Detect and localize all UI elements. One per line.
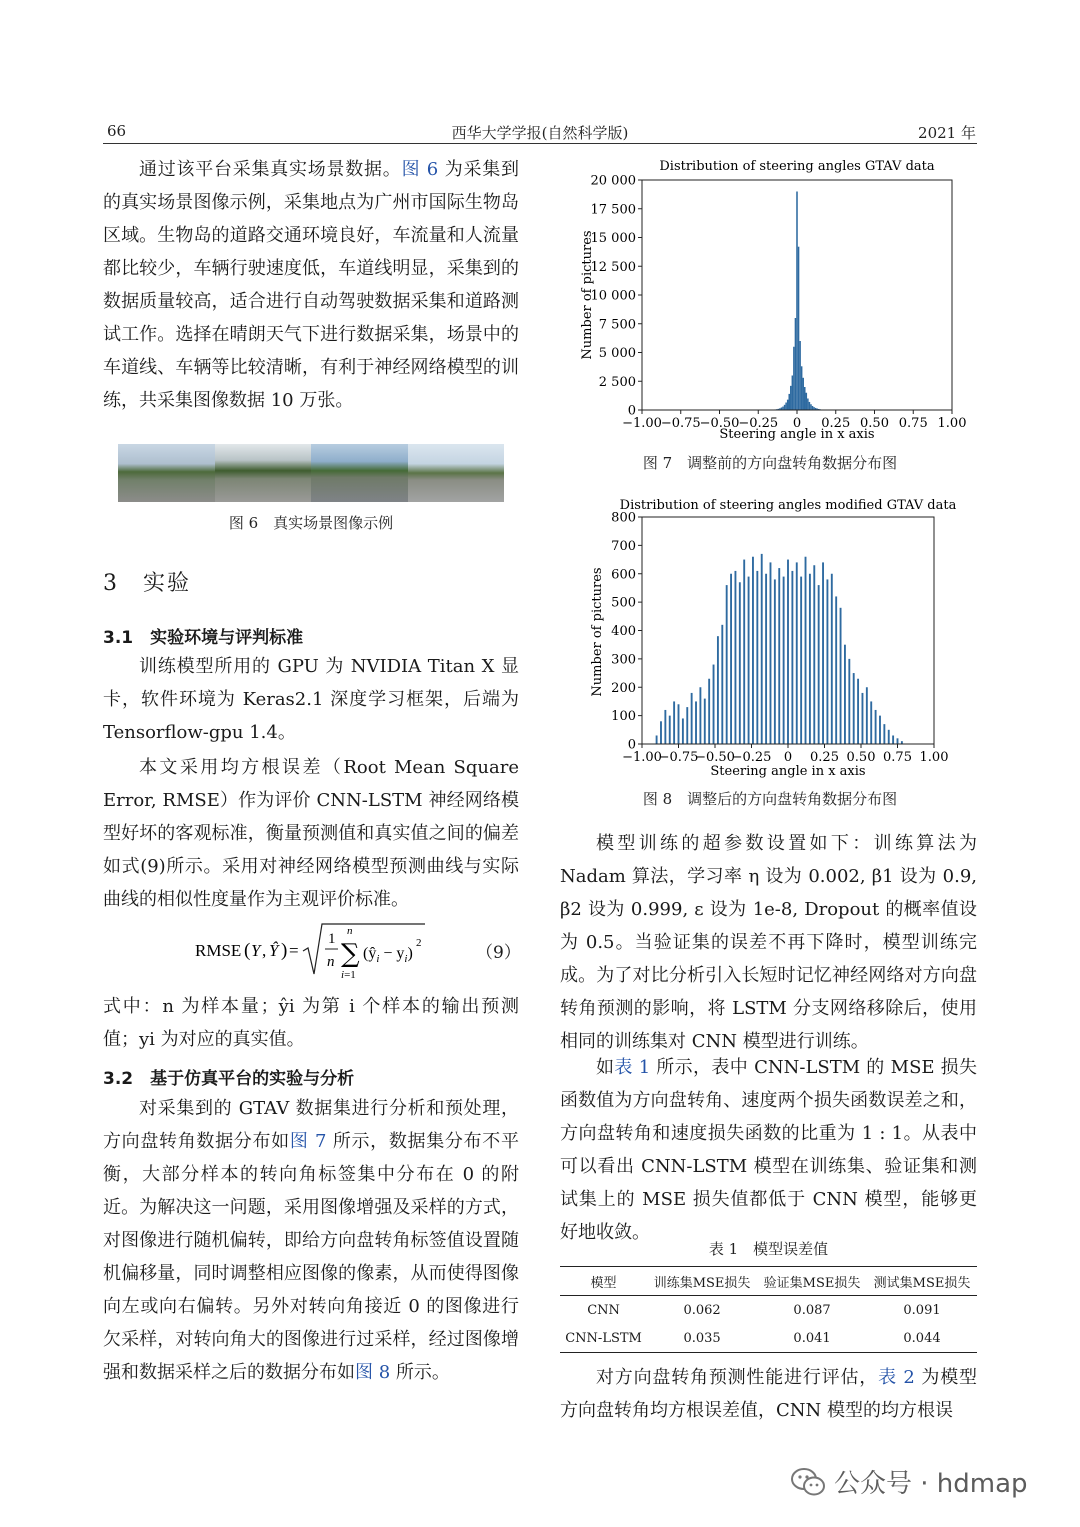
- paragraph-gtav-analysis: 对采集到的 GTAV 数据集进行分析和预处理，方向盘转角数据分布如图 7 所示，数据集分布不平衡，大部分样本的转向角标签集中分布在 0 的附近。为解决这一问题，采用图像增强及采样的方式，对图像进行随机偏转，即给方向盘转角标签值设置随机偏移量，同时调整相应图像的像素，从而使得图像向左或向右偏转。另外对转向角接近 0 的图像进行欠采样，对转向角大的图像进行过采样，经过图像增强和数据采样之后的数据分布如图 8 所示。: [103, 1098, 519, 1383]
- x-tick-label: −1.00: [622, 750, 662, 765]
- table-header-row: [560, 1267, 977, 1296]
- table1-link[interactable]: 表 1: [614, 1057, 651, 1078]
- histogram-bar: [835, 596, 837, 744]
- histogram-bar: [784, 405, 786, 410]
- histogram-bar: [664, 710, 666, 744]
- header-year: 2021 年: [918, 124, 976, 142]
- table-cell: 0.041: [793, 1330, 831, 1346]
- y-tick-label: 100: [611, 709, 636, 725]
- table-header: 验证集MSE损失: [763, 1275, 861, 1291]
- page-number: 66: [107, 122, 127, 140]
- histogram-bar: [870, 701, 872, 744]
- histogram-bar: [809, 402, 811, 410]
- y-tick-label: 5 000: [598, 346, 636, 361]
- x-tick-label: −0.25: [738, 416, 779, 431]
- chart-title: Distribution of steering angles modified GTAV data: [619, 498, 957, 513]
- histogram-bar: [669, 716, 671, 744]
- table1-title: 表 1 模型误差值: [708, 1240, 829, 1258]
- table-cell: 0.062: [683, 1302, 721, 1318]
- fig7-link[interactable]: 图 7: [289, 1131, 327, 1152]
- table-cell: 0.087: [793, 1302, 831, 1318]
- histogram-bar: [798, 247, 800, 410]
- histogram-bar: [804, 387, 806, 410]
- y-tick-label: 15 000: [590, 231, 636, 246]
- histogram-bar: [682, 718, 684, 744]
- svg-text:n: n: [347, 925, 353, 937]
- histogram-bar: [807, 399, 809, 411]
- svg-text:Ŷ: Ŷ: [269, 941, 279, 960]
- histogram-bar: [686, 707, 688, 744]
- svg-text:1: 1: [328, 931, 336, 947]
- watermark-text: 公众号 · hdmap: [834, 1469, 1028, 1499]
- histogram-bar: [774, 579, 776, 744]
- chart-ticks: [591, 174, 967, 432]
- y-tick-label: 500: [611, 595, 636, 611]
- x-tick-label: −1.00: [622, 416, 662, 431]
- table-cell: 0.035: [683, 1330, 721, 1346]
- histogram-bar: [888, 730, 890, 744]
- histogram-bar: [660, 721, 662, 744]
- x-tick-label: 0: [792, 416, 802, 431]
- histogram-bar: [787, 400, 789, 410]
- histogram-bar: [734, 571, 736, 744]
- histogram-bar: [785, 403, 787, 410]
- histogram-bar: [848, 659, 850, 744]
- histogram-bar: [799, 341, 801, 410]
- svg-text:i=1: i=1: [341, 969, 356, 981]
- x-tick-label: 0.75: [898, 416, 928, 431]
- equation-explanation: 式中：n 为样本量；ŷi 为第 i 个样本的输出预测值；yi 为对应的真实值。: [103, 996, 519, 1050]
- chart-xlabel: Steering angle in x axis: [710, 764, 866, 779]
- histogram-bar: [792, 376, 794, 411]
- section-3-heading: 3 实验: [103, 571, 191, 596]
- table-header: 模型: [590, 1275, 617, 1291]
- histogram-bar: [756, 571, 758, 744]
- svg-text:∑: ∑: [341, 939, 360, 969]
- x-tick-label: 1.00: [919, 750, 949, 765]
- x-tick-label: −0.50: [699, 416, 740, 431]
- paragraph-rmse: 本文采用均方根误差（Root Mean Square Error, RMSE）作为评价 CNN-LSTM 神经网络模型好坏的客观标准，衡量预测值和真实值之间的偏差如式(9)所示。采用对神经网络模型预测曲线与实际曲线的相似性度量作为主观评价标准。: [103, 757, 519, 910]
- histogram-bar: [761, 554, 763, 744]
- journal-title: 西华大学学报(自然科学版): [451, 124, 629, 142]
- fig7-histogram: [560, 152, 980, 452]
- x-tick-label: 0: [783, 750, 793, 765]
- svg-text:n: n: [327, 954, 335, 970]
- x-tick-label: 0.50: [846, 750, 876, 765]
- histogram-bar: [883, 724, 885, 744]
- y-tick-label: 0: [627, 737, 636, 753]
- histogram-bar: [765, 574, 767, 744]
- rmse-equation: [195, 918, 435, 982]
- histogram-bar: [695, 701, 697, 744]
- histogram-bar: [805, 557, 807, 744]
- histogram-bar: [897, 738, 899, 744]
- y-tick-label: 20 000: [590, 173, 636, 189]
- histogram-bar: [778, 568, 780, 744]
- histogram-bar: [752, 557, 754, 744]
- histogram-bar: [739, 582, 741, 744]
- histogram-bar: [844, 645, 846, 744]
- x-tick-label: −0.75: [660, 416, 701, 431]
- y-tick-label: 0: [627, 403, 636, 419]
- y-tick-label: 800: [611, 510, 636, 526]
- histogram-bar: [802, 378, 804, 410]
- chart-bars: [656, 554, 903, 744]
- histogram-bar: [721, 625, 723, 744]
- histogram-bar: [795, 318, 797, 410]
- histogram-bar: [782, 407, 784, 410]
- histogram-bar: [708, 679, 710, 744]
- histogram-bar: [800, 577, 802, 744]
- wechat-icon: [790, 1467, 826, 1497]
- svg-text:2: 2: [416, 937, 422, 949]
- y-tick-label: 7 500: [598, 317, 636, 333]
- rmse-formula-graphic: [195, 918, 435, 982]
- fig6-photo-strip: [118, 444, 504, 502]
- fig8-caption: 图 8 调整后的方向盘转角数据分布图: [642, 790, 898, 808]
- y-tick-label: 17 500: [590, 202, 636, 218]
- y-tick-label: 10 000: [590, 288, 636, 304]
- histogram-bar: [879, 716, 881, 744]
- table2-link[interactable]: 表 2: [878, 1367, 915, 1388]
- svg-text:=: =: [289, 941, 299, 960]
- fig8-link[interactable]: 图 8: [355, 1362, 391, 1383]
- header-rule: [103, 143, 977, 144]
- histogram-bar: [796, 562, 798, 744]
- chart-ylabel: Number of pictures: [580, 230, 595, 360]
- histogram-bar: [793, 347, 795, 410]
- histogram-bar: [812, 406, 814, 410]
- histogram-bar: [743, 560, 745, 744]
- fig6-caption: 图 6 真实场景图像示例: [228, 514, 394, 532]
- histogram-bar: [831, 574, 833, 744]
- histogram-bar: [673, 701, 675, 744]
- histogram-bar: [813, 565, 815, 744]
- model-error-table: [560, 1266, 977, 1353]
- y-tick-label: 12 500: [590, 259, 636, 275]
- histogram-bar: [691, 693, 693, 744]
- y-tick-label: 400: [611, 624, 636, 639]
- table-cell: CNN: [587, 1302, 620, 1318]
- paragraph-hyperparams: 模型训练的超参数设置如下：训练算法为 Nadam 算法，学习率 η 设为 0.002, β1 设为 0.9, β2 设为 0.999, ε 设为 1e-8, Dropout 的概率值设为 0.5。当验证集的误差不再下降时，模型训练完成。为了对比分析引入长短时记忆神经网络对方向盘转角预测的影响，将 LSTM 分支网络移除后，使用相同的训练集对 CNN 模型进行训练。: [560, 833, 977, 1052]
- histogram-bar: [801, 366, 803, 410]
- chart-xlabel: Steering angle in x axis: [719, 427, 875, 442]
- table-row: [560, 1296, 977, 1325]
- histogram-bar: [875, 710, 877, 744]
- histogram-bar: [678, 704, 680, 744]
- fig8-histogram: [560, 492, 980, 784]
- equation-number: （9）: [476, 943, 521, 963]
- watermark: [790, 1463, 1028, 1500]
- histogram-bar: [818, 585, 820, 744]
- chart-ylabel: Number of pictures: [590, 567, 605, 697]
- scene-photo: [118, 444, 215, 502]
- histogram-bar: [809, 574, 811, 744]
- table-cell: CNN-LSTM: [565, 1330, 642, 1346]
- histogram-bar: [853, 673, 855, 744]
- histogram-bar: [857, 679, 859, 744]
- chart-bars: [773, 192, 829, 411]
- histogram-bar: [892, 735, 894, 744]
- paragraph-gpu: 训练模型所用的 GPU 为 NVIDIA Titan X 显卡，软件环境为 Keras2.1 深度学习框架，后端为 Tensorflow-gpu 1.4。: [103, 656, 519, 743]
- x-tick-label: −0.75: [658, 750, 699, 765]
- histogram-bar: [790, 386, 792, 410]
- histogram-bar: [704, 699, 706, 744]
- histogram-bar: [783, 577, 785, 744]
- histogram-bar: [840, 608, 842, 744]
- x-tick-label: −0.25: [731, 750, 772, 765]
- histogram-bar: [713, 665, 715, 744]
- x-tick-label: 1.00: [937, 416, 967, 431]
- scene-photo: [311, 444, 408, 502]
- histogram-bar: [826, 579, 828, 744]
- y-tick-label: 300: [611, 652, 636, 668]
- fig7-caption: 图 7 调整前的方向盘转角数据分布图: [642, 454, 898, 472]
- svg-text:RMSE: RMSE: [195, 941, 242, 960]
- scene-photo: [408, 444, 504, 502]
- histogram-bar: [787, 560, 789, 744]
- histogram-bar: [810, 404, 812, 410]
- histogram-bar: [770, 562, 772, 744]
- histogram-bar: [822, 562, 824, 744]
- y-tick-label: 2 500: [598, 374, 636, 390]
- table-row: [560, 1324, 977, 1353]
- y-tick-label: 200: [611, 680, 636, 696]
- histogram-bar: [717, 636, 719, 744]
- y-tick-label: 600: [611, 567, 636, 583]
- histogram-bar: [862, 693, 864, 744]
- subsection-3-2-heading: 3.2 基于仿真平台的实验与分析: [103, 1069, 355, 1089]
- paragraph-rmse-eval: 对方向盘转角预测性能进行评估，表 2 为模型方向盘转角均方根误差值，CNN 模型的均方根误: [560, 1367, 977, 1421]
- svg-text:(ŷi − yi): $(ŷ_i - y_i)$: [363, 945, 413, 965]
- histogram-bar: [699, 687, 701, 744]
- histogram-bar: [866, 687, 868, 744]
- y-tick-label: 700: [611, 538, 636, 554]
- table-cell: 0.044: [903, 1330, 941, 1346]
- table-header: 测试集MSE损失: [873, 1275, 971, 1291]
- svg-text:(: (: [244, 940, 251, 961]
- x-tick-label: 0.25: [821, 416, 851, 431]
- svg-text:,: ,: [262, 941, 267, 960]
- fig6-link[interactable]: 图 6: [401, 159, 439, 180]
- paragraph-table1: 如表 1 所示，表中 CNN-LSTM 的 MSE 损失函数值为方向盘转角、速度两个损失函数误差之和，方向盘转角和速度损失函数的比重为 1 : 1。从表中可以看出 CNN-LSTM 模型在训练集、验证集和测试集上的 MSE 损失值都低于 CNN 模型，能够更好地收敛。: [560, 1057, 977, 1243]
- subsection-3-1-heading: 3.1 实验环境与评判标准: [103, 628, 304, 648]
- histogram-bar: [726, 585, 728, 744]
- histogram-bar: [796, 192, 798, 411]
- histogram-bar: [806, 393, 808, 410]
- histogram-bar: [791, 571, 793, 744]
- scene-photo: [215, 444, 311, 502]
- table-header: 训练集MSE损失: [653, 1275, 751, 1291]
- histogram-bar: [656, 735, 658, 744]
- x-tick-label: 0.50: [860, 416, 889, 431]
- x-tick-label: 0.75: [883, 750, 912, 765]
- svg-text:): ): [281, 940, 288, 961]
- chart-title: Distribution of steering angles GTAV data: [659, 159, 935, 174]
- histogram-bar: [748, 577, 750, 744]
- svg-text:Y: Y: [251, 941, 261, 960]
- x-tick-label: 0.25: [810, 750, 839, 765]
- histogram-bar: [788, 394, 790, 410]
- table-cell: 0.091: [903, 1302, 941, 1318]
- paragraph-intro: 通过该平台采集真实场景数据。图 6 为采集到的真实场景图像示例，采集地点为广州市国际生物岛区域。生物岛的道路交通环境良好，车流量和人流量都比较少，车辆行驶速度低，车道线明显，采集到的数据质量较高，适合进行自动驾驶数据采集和道路测试工作。选择在晴朗天气下进行数据采集，场景中的车道线、车辆等比较清晰，有利于神经网络模型的训练，共采集图像数据 10 万张。: [103, 159, 519, 411]
- histogram-bar: [730, 574, 732, 744]
- x-tick-label: −0.50: [695, 750, 735, 765]
